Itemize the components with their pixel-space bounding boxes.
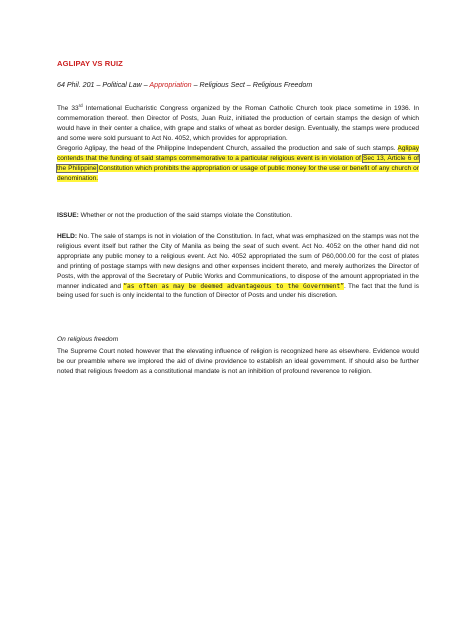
held-text-2: of such event. Act No. 4052 on the other hand did not appropriate any public money to a religious event. Act No. 4052 appropriated the sum of P60,000.00 for the cost of plates and printing of postage stamps with new designs and other expenses incident thereto, and merely authorizes the Director of Posts, with the approval of the Secretary of Public Works and Communications, to dispose of the amount appropriated in the manner indicated and [57, 242, 419, 290]
issue-paragraph [57, 211, 419, 221]
facts-text-3: Gregorio Aglipay, the head of the Philippine Independent Church, assailed the production and sale of such stamps. [57, 144, 398, 152]
facts-text-2: International Eucharistic Congress organized by the Roman Catholic Church took place sometime in 1936. In commemoration thereof. then Director of Posts, Juan Ruiz, initiated the production of certain stamps the design of which would have in their center a chalice, with grape and stalks of wheat as border design. Eventually, the stamps were produced and some were sold pursuant to Act No. 4052, which provides for appropriation. [57, 105, 419, 142]
facts-highlight-boxed: Sec 13, Article 6 of the Philippine [57, 154, 419, 172]
held-italic-seat: seat [243, 242, 256, 250]
facts-highlight-2: Constitution which prohibits the appropriation or usage of public money for the use or benefit of any church or denomination. [57, 164, 419, 182]
facts-superscript: rd [78, 103, 83, 108]
citation-suffix: – Religious Sect – Religious Freedom [191, 81, 313, 89]
held-paragraph [57, 232, 419, 301]
religious-freedom-heading: On religious freedom [57, 336, 119, 343]
held-text-3: . The fact that the fund is being used for such is only incidental to the function of Director of Posts and under his discretion. [57, 282, 419, 300]
religious-freedom-paragraph: The Supreme Court noted however that the elevating influence of religion is recognized here as elsewhere. Evidence would be our preamble where we implored the aid of divine providence to establish an ideal government. If should also be further noted that religious freedom as a constitutional mandate is not an inhibition of profound reverence to religion. [57, 348, 419, 375]
issue-label: ISSUE: [57, 212, 79, 219]
held-text-1: No. The sale of stamps is not in violation of the Constitution. In fact, what was emphasized on the stamps was not the religious event itself but rather the City of Manila as being the [57, 233, 419, 250]
case-citation [57, 81, 312, 89]
facts-text-1: The 33 [57, 105, 79, 113]
held-label: HELD: [57, 233, 78, 240]
issue-text: Whether or not the production of the said stamps violate the Constitution. [78, 212, 293, 219]
citation-appropriation: Appropriation [149, 81, 192, 89]
facts-paragraph [57, 101, 419, 183]
facts-highlight-1: Aglipay contends that the funding of said stamps commemorative to a particular religious event is in violation of [57, 144, 419, 162]
held-quote-highlight: “as often as may be deemed advantageous to the Government” [123, 282, 344, 290]
case-title: AGLIPAY VS RUIZ [57, 59, 123, 68]
citation-prefix: 64 Phil. 201 – Political Law – [57, 81, 150, 89]
